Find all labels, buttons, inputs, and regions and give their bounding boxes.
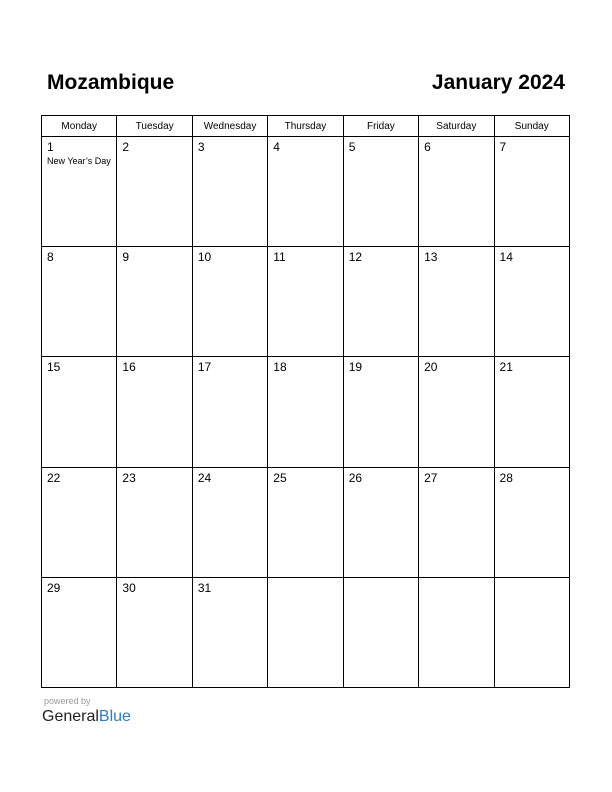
weekday-header: Monday bbox=[42, 116, 117, 137]
day-number: 28 bbox=[499, 470, 513, 485]
day-number: 6 bbox=[424, 140, 431, 154]
logo-general: General bbox=[42, 708, 99, 725]
day-number: 16 bbox=[122, 360, 136, 375]
generalblue-logo bbox=[42, 708, 131, 726]
day-cell bbox=[42, 577, 117, 687]
day-cell bbox=[419, 137, 494, 247]
day-number: 30 bbox=[122, 580, 136, 595]
footer-branding bbox=[42, 696, 131, 726]
day-number: 7 bbox=[499, 140, 507, 154]
weekday-header: Thursday bbox=[268, 116, 343, 137]
day-cell bbox=[268, 577, 343, 687]
day-number: 23 bbox=[122, 470, 136, 485]
day-number: 13 bbox=[424, 250, 438, 265]
day-number bbox=[344, 578, 418, 581]
day-cell bbox=[343, 357, 418, 467]
day-cell bbox=[192, 247, 267, 357]
day-number: 25 bbox=[273, 470, 287, 485]
powered-by-text: powered by bbox=[44, 696, 91, 706]
day-cell bbox=[419, 467, 494, 577]
day-cell bbox=[343, 577, 418, 687]
day-number: 5 bbox=[348, 140, 356, 154]
day-cell bbox=[42, 467, 117, 577]
day-number: 17 bbox=[197, 360, 212, 375]
day-cell bbox=[117, 577, 192, 687]
day-number: 15 bbox=[47, 360, 61, 375]
day-number: 26 bbox=[348, 470, 363, 485]
day-cell bbox=[343, 247, 418, 357]
day-number: 21 bbox=[499, 360, 513, 375]
day-number: 29 bbox=[47, 580, 61, 595]
holiday-label: New Year’s Day bbox=[47, 156, 111, 166]
calendar-month-title: January 2024 bbox=[431, 71, 565, 94]
day-number: 10 bbox=[197, 250, 212, 265]
weekday-header: Sunday bbox=[494, 116, 569, 137]
day-cell bbox=[192, 137, 267, 247]
day-number: 3 bbox=[197, 140, 205, 154]
calendar-country-title: Mozambique bbox=[47, 71, 175, 94]
day-cell bbox=[117, 137, 192, 247]
day-cell bbox=[419, 247, 494, 357]
day-cell bbox=[494, 577, 569, 687]
week-row bbox=[42, 357, 570, 467]
day-number: 20 bbox=[424, 360, 438, 375]
day-number bbox=[495, 578, 569, 581]
logo-blue: Blue bbox=[98, 708, 131, 725]
day-number: 18 bbox=[273, 360, 287, 375]
day-number: 11 bbox=[273, 250, 286, 265]
day-number bbox=[268, 578, 342, 581]
day-cell bbox=[268, 137, 343, 247]
weekday-header: Tuesday bbox=[117, 116, 192, 137]
day-cell bbox=[494, 467, 569, 577]
calendar-grid bbox=[41, 115, 570, 688]
day-number: 22 bbox=[47, 470, 61, 485]
day-cell bbox=[343, 467, 418, 577]
day-number: 8 bbox=[47, 250, 54, 265]
day-cell bbox=[494, 357, 569, 467]
week-row bbox=[42, 577, 570, 687]
day-cell bbox=[192, 357, 267, 467]
day-number: 9 bbox=[122, 250, 130, 265]
day-number: 24 bbox=[197, 470, 212, 485]
day-cell bbox=[419, 357, 494, 467]
week-row bbox=[42, 137, 570, 247]
day-cell bbox=[494, 247, 569, 357]
weekday-header: Saturday bbox=[419, 116, 494, 137]
day-number: 14 bbox=[499, 250, 513, 265]
day-cell bbox=[343, 137, 418, 247]
day-cell bbox=[192, 577, 267, 687]
weekday-header-row bbox=[42, 116, 570, 137]
day-number: 12 bbox=[348, 250, 363, 265]
day-number: 27 bbox=[424, 470, 438, 485]
day-cell bbox=[268, 357, 343, 467]
day-cell bbox=[117, 247, 192, 357]
day-cell bbox=[192, 467, 267, 577]
day-cell bbox=[268, 247, 343, 357]
day-cell bbox=[268, 467, 343, 577]
day-cell bbox=[494, 137, 569, 247]
day-number: 19 bbox=[348, 360, 363, 375]
day-cell bbox=[117, 467, 192, 577]
day-cell bbox=[42, 247, 117, 357]
day-number: 4 bbox=[273, 140, 280, 154]
day-cell bbox=[117, 357, 192, 467]
day-number: 31 bbox=[197, 580, 212, 595]
day-number: 1 bbox=[47, 140, 54, 154]
weekday-header: Wednesday bbox=[192, 116, 267, 137]
weekday-header: Friday bbox=[343, 116, 418, 137]
week-row bbox=[42, 247, 570, 357]
day-number: 2 bbox=[122, 140, 130, 154]
day-cell bbox=[42, 357, 117, 467]
day-cell bbox=[42, 137, 117, 247]
day-number bbox=[419, 578, 493, 581]
day-cell bbox=[419, 577, 494, 687]
week-row bbox=[42, 467, 570, 577]
